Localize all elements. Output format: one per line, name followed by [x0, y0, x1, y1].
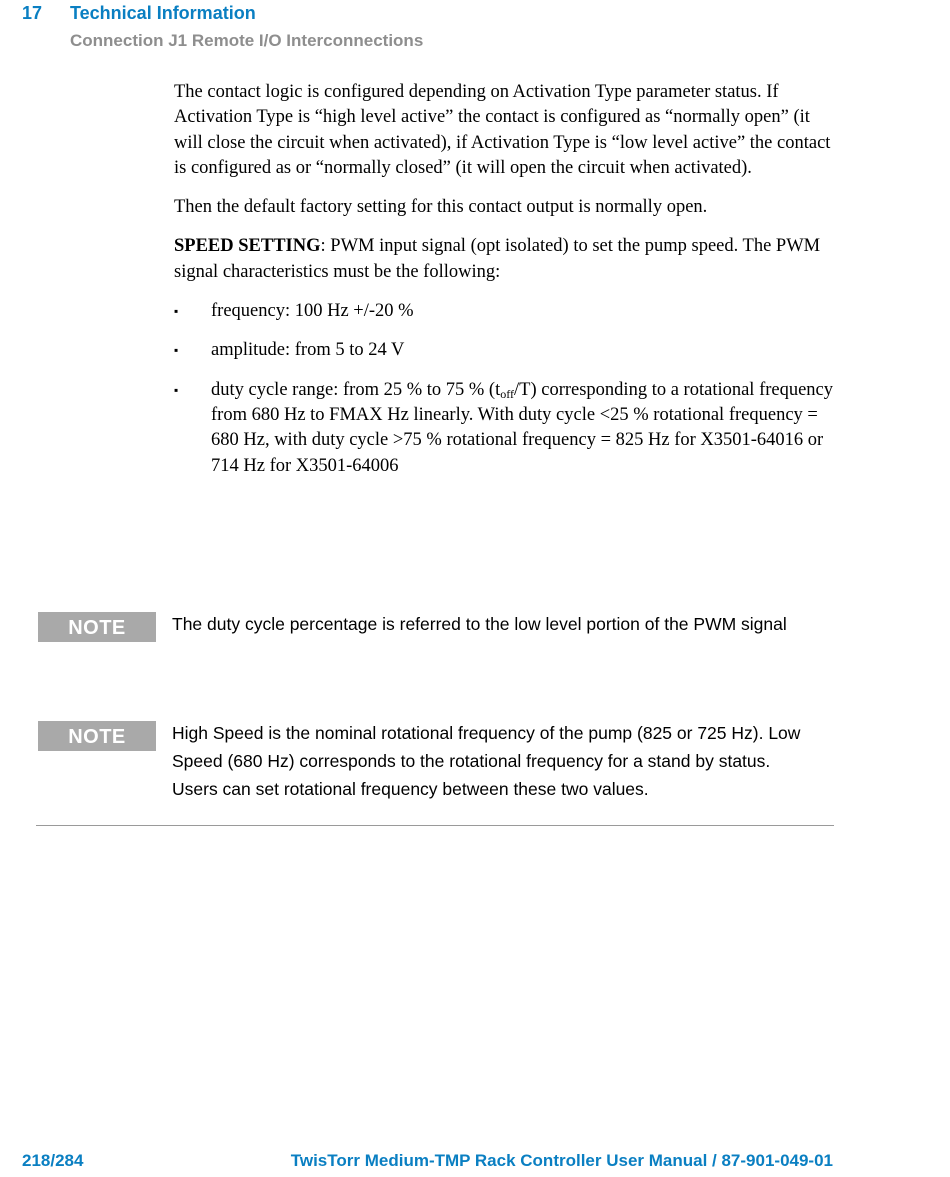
list-item [174, 338, 834, 363]
bullet-frequency: frequency: 100 Hz +/-20 % [211, 301, 414, 322]
note-text: High Speed is the nominal rotational frequency of the pump (825 or 725 Hz). Low Speed (680 Hz) corresponds to the rotational frequency for a stand by status. Users can set rotational frequency between these two values. [172, 723, 801, 799]
list-item [174, 378, 834, 479]
bullet-amplitude: amplitude: from 5 to 24 V [211, 340, 405, 361]
pwm-characteristics-list [174, 299, 834, 479]
note-text: The duty cycle percentage is referred to the low level portion of the PWM signal [172, 614, 787, 634]
bullet-icon: ▪ [174, 343, 179, 358]
body-content [174, 80, 834, 493]
paragraph-speed-setting [174, 234, 834, 285]
paragraph-default-setting: Then the default factory setting for this contact output is normally open. [174, 197, 708, 218]
bullet-icon: ▪ [174, 304, 179, 319]
section-title: Connection J1 Remote I/O Interconnections [70, 31, 424, 50]
page-number: 218/284 [22, 1151, 84, 1170]
chapter-number: 17 [22, 3, 43, 23]
chapter-title: Technical Information [70, 3, 256, 23]
bullet-duty-cycle [211, 380, 833, 476]
manual-title: TwisTorr Medium-TMP Rack Controller User Manual / 87-901-049-01 [290, 1151, 833, 1170]
note-label: NOTE [38, 721, 156, 751]
section-divider [36, 825, 834, 826]
t-off-subscript: off [500, 386, 515, 401]
list-item [174, 299, 834, 324]
paragraph-contact-logic: The contact logic is configured depending on Activation Type parameter status. If Activation Type is “high level active” the contact is configured as “normally open” (it will close the circuit when activated), if Activation Type is “low level active” the contact is configured as or “normally closed” (it will open the circuit when activated). [174, 82, 831, 178]
bullet-icon: ▪ [174, 382, 179, 397]
speed-setting-label: SPEED SETTING [174, 236, 321, 257]
duty-cycle-text-start: duty cycle range: from 25 % to 75 % (t [211, 379, 501, 400]
duty-cycle-text-end: /T) corresponding to a rotational frequency from 680 Hz to FMAX Hz linearly. With duty cycle <25 % rotational frequency = 680 Hz, with duty cycle >75 % rotational frequency = 825 Hz for X3501-64016 or 714 Hz for X3501-64006 [211, 379, 834, 476]
note-label: NOTE [38, 612, 156, 642]
speed-setting-text: : PWM input signal (opt isolated) to set the pump speed. The PWM signal characteristics must be the following: [174, 236, 821, 282]
